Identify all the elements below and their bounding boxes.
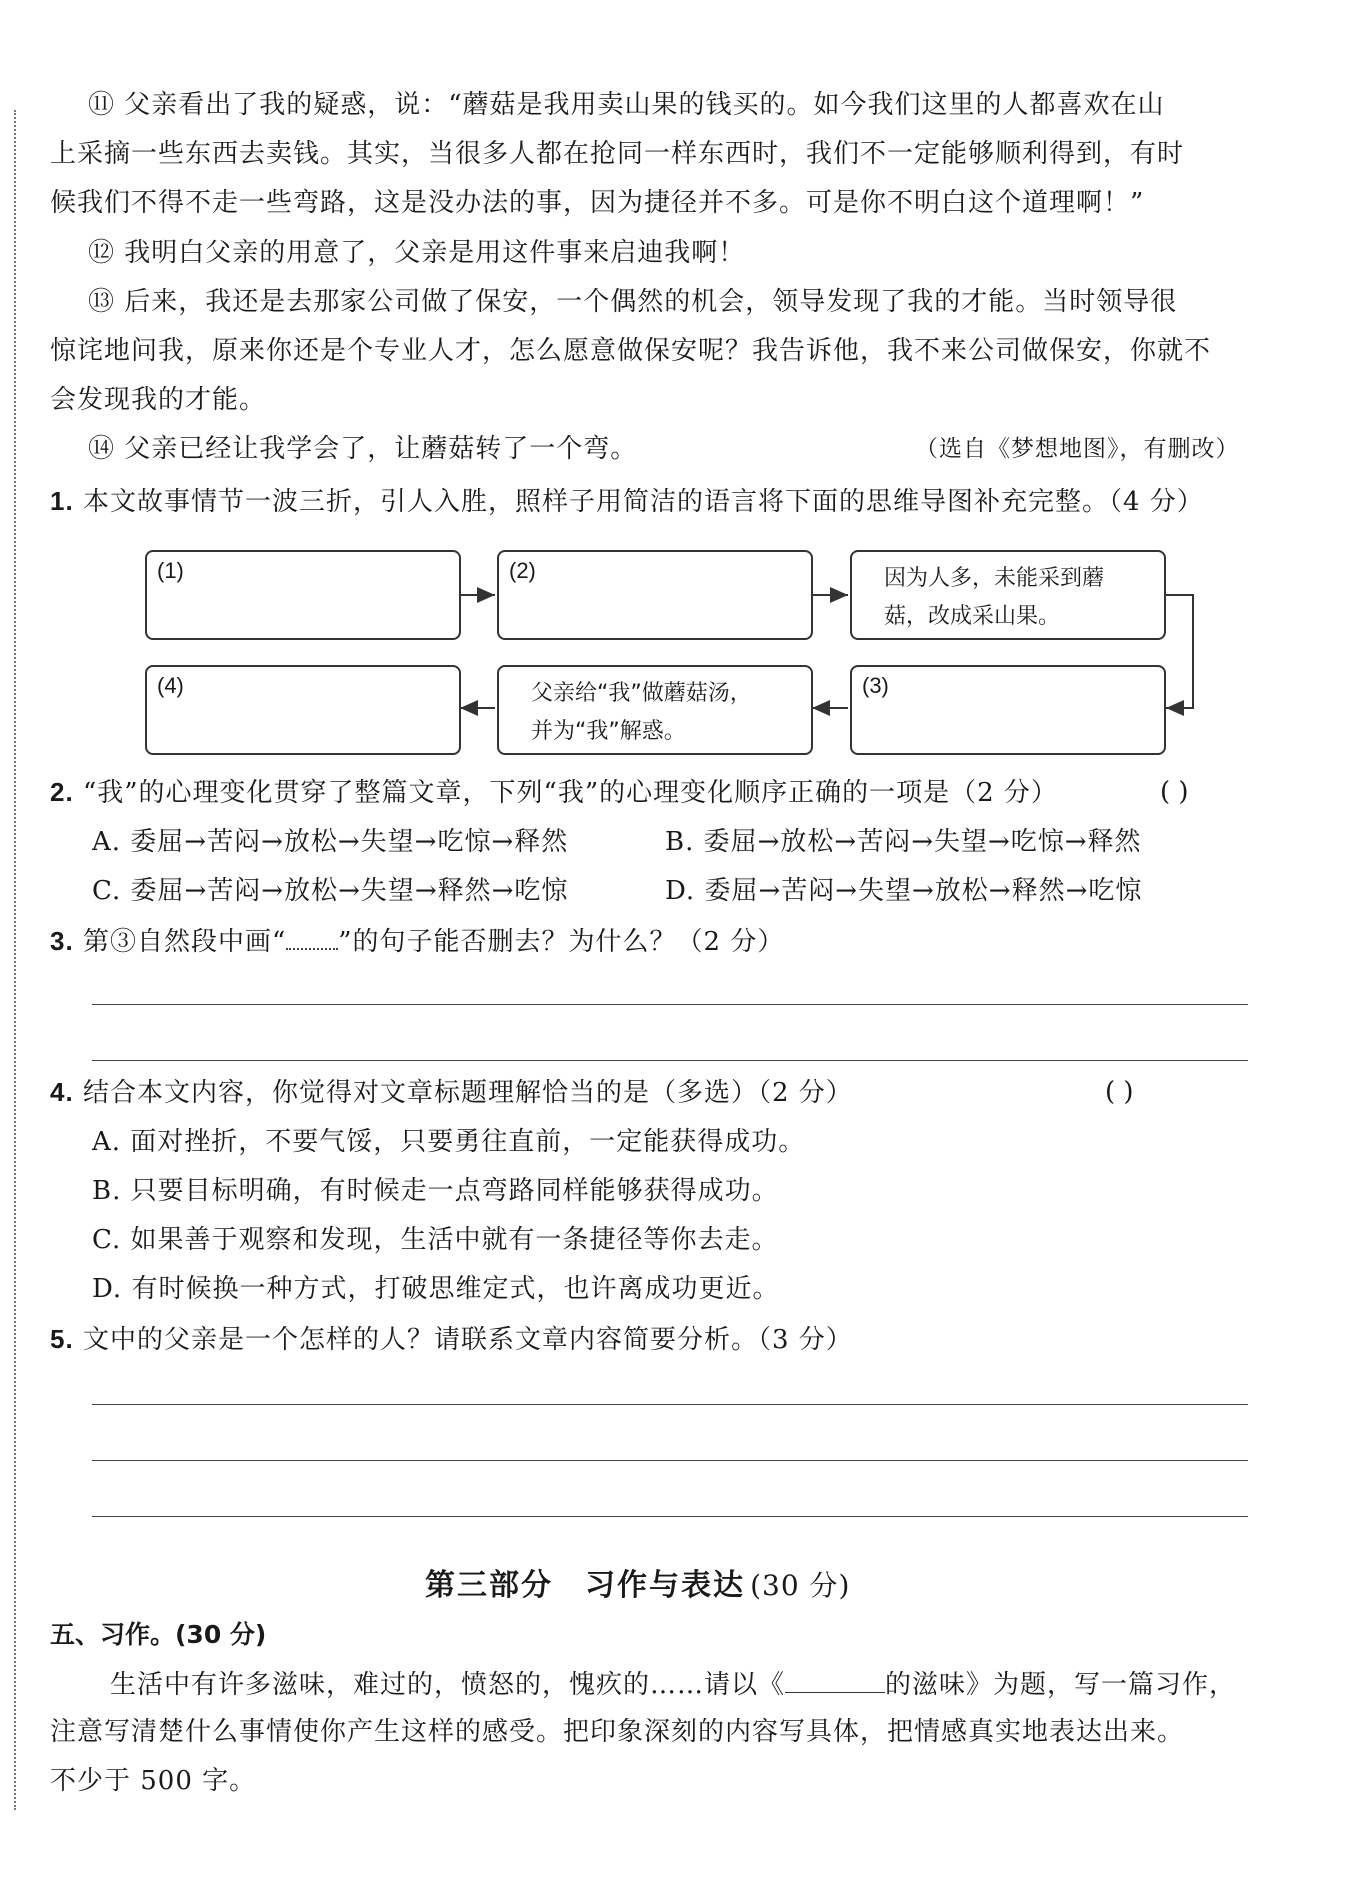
question-2-number: 2. bbox=[50, 777, 74, 807]
part-3-score: (30 分) bbox=[750, 1569, 851, 1602]
mindmap-given-2-line-1: 父亲给“我”做蘑菇汤， bbox=[531, 681, 752, 706]
part-3-heading bbox=[425, 1560, 850, 1604]
part-3-title: 第三部分 习作与表达 bbox=[425, 1568, 745, 1603]
question-4 bbox=[50, 1075, 853, 1110]
question-5-text: 文中的父亲是一个怎样的人？请联系文章内容简要分析。（3 分） bbox=[82, 1325, 853, 1355]
question-4-text: 结合本文内容，你觉得对文章标题理解恰当的是（多选）（2 分） bbox=[82, 1078, 853, 1108]
question-1-number: 1. bbox=[50, 486, 74, 516]
essay-title-blank[interactable] bbox=[785, 1666, 885, 1693]
mindmap-given-2-line-2: 并为“我”解惑。 bbox=[531, 719, 686, 744]
essay-prompt-line-2: 注意写清楚什么事情使你产生这样的感受。把印象深刻的内容写具体，把情感真实地表达出来。 bbox=[50, 1717, 1185, 1747]
mindmap-box-2-label: (2) bbox=[509, 558, 536, 583]
section-5-heading: 五、习作。(30 分) bbox=[50, 1620, 267, 1649]
essay-prompt-line-1-pre: 生活中有许多滋味，难过的，愤怒的，愧疚的……请以《 bbox=[110, 1670, 786, 1700]
question-4-answer-paren[interactable]: ( ) bbox=[1105, 1077, 1134, 1107]
arrow-given-1-to-3 bbox=[1164, 595, 1193, 708]
question-2-option-d[interactable]: D. 委屈→苦闷→失望→放松→释然→吃惊 bbox=[665, 876, 1143, 906]
paragraph-11-line-1: ⑪ 父亲看出了我的疑惑，说：“蘑菇是我用卖山果的钱买的。如今我们这里的人都喜欢在山 bbox=[88, 90, 1165, 120]
question-2-option-a[interactable]: A. 委屈→苦闷→放松→失望→吃惊→释然 bbox=[92, 827, 569, 857]
question-2 bbox=[50, 775, 1058, 810]
question-4-option-b[interactable]: B. 只要目标明确，有时候走一点弯路同样能够获得成功。 bbox=[92, 1176, 779, 1206]
question-5-number: 5. bbox=[50, 1324, 74, 1354]
question-4-option-a[interactable]: A. 面对挫折，不要气馁，只要勇往直前，一定能获得成功。 bbox=[92, 1127, 806, 1157]
mindmap-arrows bbox=[0, 0, 1350, 800]
question-2-option-c[interactable]: C. 委屈→苦闷→放松→失望→释然→吃惊 bbox=[92, 876, 569, 906]
question-4-option-c[interactable]: C. 如果善于观察和发现，生活中就有一条捷径等你去走。 bbox=[92, 1225, 779, 1255]
question-3 bbox=[50, 924, 784, 959]
paragraph-13-line-1: ⑬ 后来，我还是去那家公司做了保安，一个偶然的机会，领导发现了我的才能。当时领导很 bbox=[88, 287, 1178, 317]
mindmap-box-1-label: (1) bbox=[157, 558, 184, 583]
question-4-option-d[interactable]: D. 有时候换一种方式，打破思维定式，也许离成功更近。 bbox=[92, 1274, 780, 1304]
paragraph-11-line-2: 上采摘一些东西去卖钱。其实，当很多人都在抢同一样东西时，我们不一定能够顺利得到，有时 bbox=[50, 139, 1185, 169]
question-2-answer-paren[interactable]: ( ) bbox=[1160, 777, 1189, 807]
question-3-answer-line-2[interactable] bbox=[92, 1060, 1248, 1061]
question-3-text-pre: 第③自然段中画“ bbox=[82, 927, 287, 957]
wavy-underline-mark bbox=[286, 930, 338, 950]
question-5 bbox=[50, 1322, 853, 1357]
question-3-number: 3. bbox=[50, 926, 74, 956]
question-3-answer-line-1[interactable] bbox=[92, 1004, 1248, 1005]
mindmap-box-4-label: (4) bbox=[157, 673, 184, 698]
paragraph-11-line-3: 候我们不得不走一些弯路，这是没办法的事，因为捷径并不多。可是你不明白这个道理啊！” bbox=[50, 188, 1145, 218]
question-1-text: 本文故事情节一波三折，引人入胜，照样子用简洁的语言将下面的思维导图补充完整。（4 分） bbox=[82, 487, 1204, 517]
question-5-answer-line-2[interactable] bbox=[92, 1460, 1248, 1461]
essay-prompt-line-1-post: 的滋味》为题，写一篇习作， bbox=[885, 1670, 1237, 1700]
question-2-option-b[interactable]: B. 委屈→放松→苦闷→失望→吃惊→释然 bbox=[665, 827, 1142, 857]
essay-prompt-line-3: 不少于 500 字。 bbox=[50, 1766, 257, 1796]
source-citation: （选自《梦想地图》，有删改） bbox=[915, 436, 1240, 462]
mindmap-given-1-line-1: 因为人多，未能采到蘑 bbox=[884, 566, 1105, 591]
paragraph-13-line-3: 会发现我的才能。 bbox=[50, 385, 267, 415]
essay-prompt-line-1 bbox=[110, 1666, 1236, 1702]
paragraph-13-line-2: 惊诧地问我，原来你还是个专业人才，怎么愿意做保安呢？我告诉他，我不来公司做保安，你就不 bbox=[50, 336, 1212, 366]
question-5-answer-line-1[interactable] bbox=[92, 1404, 1248, 1405]
mindmap-given-1-line-2: 菇，改成采山果。 bbox=[884, 604, 1061, 629]
question-3-text-post: ”的句子能否删去？为什么？（2 分） bbox=[338, 927, 785, 957]
mindmap-box-3-label: (3) bbox=[862, 673, 889, 698]
paragraph-14: ⑭ 父亲已经让我学会了，让蘑菇转了一个弯。 bbox=[88, 434, 638, 464]
question-4-number: 4. bbox=[50, 1077, 74, 1107]
question-5-answer-line-3[interactable] bbox=[92, 1516, 1248, 1517]
paragraph-12: ⑫ 我明白父亲的用意了，父亲是用这件事来启迪我啊！ bbox=[88, 238, 746, 268]
question-2-text: “我”的心理变化贯穿了整篇文章，下列“我”的心理变化顺序正确的一项是（2 分） bbox=[82, 778, 1058, 808]
